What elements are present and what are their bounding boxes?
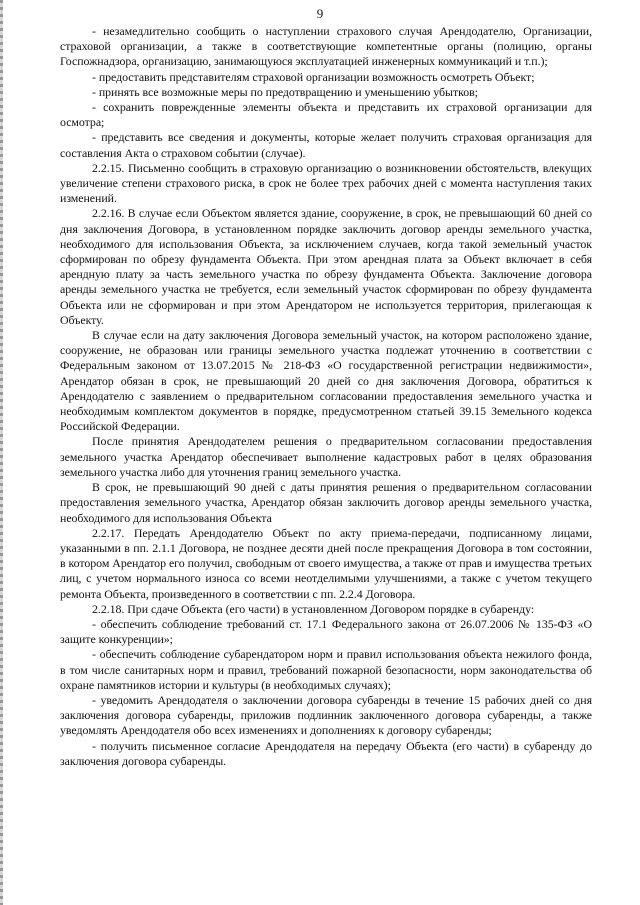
paragraph: - обеспечить соблюдение субарендатором норм и правил использования объекта нежилого фонда, в том числе санитарных норм и правил, требований пожарной безопасности, норм законодательства об охране памятников истории и культуры (в необходимых случаях); (60, 647, 592, 692)
paragraph: - уведомить Арендодателя о заключении договора субаренды в течение 15 рабочих дней со дня заключения договора субаренды, приложив подлинник заключенного договора субаренды, а также уведомлять Арендодателя обо всех изменениях и дополнениях к договору субаренды; (60, 692, 592, 738)
paragraph: - обеспечить соблюдение требований ст. 17.1 Федерального закона от 26.07.2006 № 135-ФЗ «О защите конкуренции»; (60, 616, 592, 647)
paragraph: В случае если на дату заключения Договора земельный участок, на котором расположено здание, сооружение, не образован или границы земельного участка подлежат уточнению в соответствии с Федеральным законом от 13.07.2015 № 218-ФЗ «О государственной регистрации недвижимости», Арендатор обязан в срок, не превышающий 20 дней со дня заключения Договора, обратиться к Арендодателю с заявлением о предварительном согласовании предоставления земельного участка и необходимым комплектом документов в порядке, предусмотренном статьей 39.15 Земельного кодекса Российской Федерации. (60, 328, 592, 434)
paragraph: 2.2.17. Передать Арендодателю Объект по акту приема-передачи, подписанному лицами, указанными в пп. 2.1.1 Договора, не позднее десяти дней после прекращения Договора в том состоянии, в котором Арендатор его получил, свободным от своего имущества, а также от прав и имущества третьих лиц, с учетом нормального износа со всеми неотделимыми улучшениями, а также с учетом текущего ремонта Объекта, произведенного в соответствии с пп. 2.2.4 Договора. (60, 525, 592, 601)
paragraph: - получить письменное согласие Арендодателя на передачу Объекта (его части) в субаренду до заключения договора субаренды. (60, 738, 592, 768)
paragraph: - незамедлительно сообщить о наступлении страхового случая Арендодателю, Организации, страховой организации, а также в соответствующие компетентные органы (полицию, органы Госпожнадзора, организацию, занимающуюся эксплуатацией инженерных коммуникаций и т.п.); (60, 24, 592, 69)
paragraph: - представить все сведения и документы, которые желает получить страховая организация для составления Акта о страховом событии (случае). (60, 130, 592, 160)
paragraph: 2.2.15. Письменно сообщить в страховую организацию о возникновении обстоятельств, влекущих увеличение степени страхового риска, в срок не более трех рабочих дней с момента наступления таких изменений. (60, 160, 592, 206)
paragraph: После принятия Арендодателем решения о предварительном согласовании предоставления земельного участка Арендатор обеспечивает выполнение кадастровых работ в целях образования земельного участка либо для уточнения границ земельного участка. (60, 434, 592, 479)
paragraph: - сохранить поврежденные элементы объекта и представить их страховой организации для осмотра; (60, 100, 592, 130)
paragraph: 2.2.18. При сдаче Объекта (его части) в установленном Договором порядке в субаренду: (92, 601, 535, 616)
page-number: 9 (316, 6, 324, 21)
paragraph: - предоставить представителям страховой организации возможность осмотреть Объект; (92, 69, 535, 84)
paragraph: В срок, не превышающий 90 дней с даты принятия решения о предварительном согласовании предоставления земельного участка, Арендатор обязан заключить договор аренды земельного участка, необходимого для использования Объекта (60, 480, 592, 525)
paragraph: - принять все возможные меры по предотвращению и уменьшению убытков; (92, 84, 478, 99)
scan-edge (0, 0, 3, 905)
document-body (60, 24, 592, 769)
paragraph: 2.2.16. В случае если Объектом является здание, сооружение, в срок, не превышающий 60 дней со дня заключения Договора, в установленном порядке заключить договор аренды земельного участка, необходимого для использования Объекта, за исключением случаев, когда такой земельный участок сформирован по обрезу фундамента Объекта. При этом арендная плата за Объект включает в себя арендную плату за часть земельного участка по обрезу фундамента Объекта. Заключение договора аренды земельного участка не требуется, если земельный участок сформирован по обрезу фундамента Объекта или не сформирован и при этом Арендатором не используется территория, прилегающая к Объекту. (60, 206, 592, 327)
